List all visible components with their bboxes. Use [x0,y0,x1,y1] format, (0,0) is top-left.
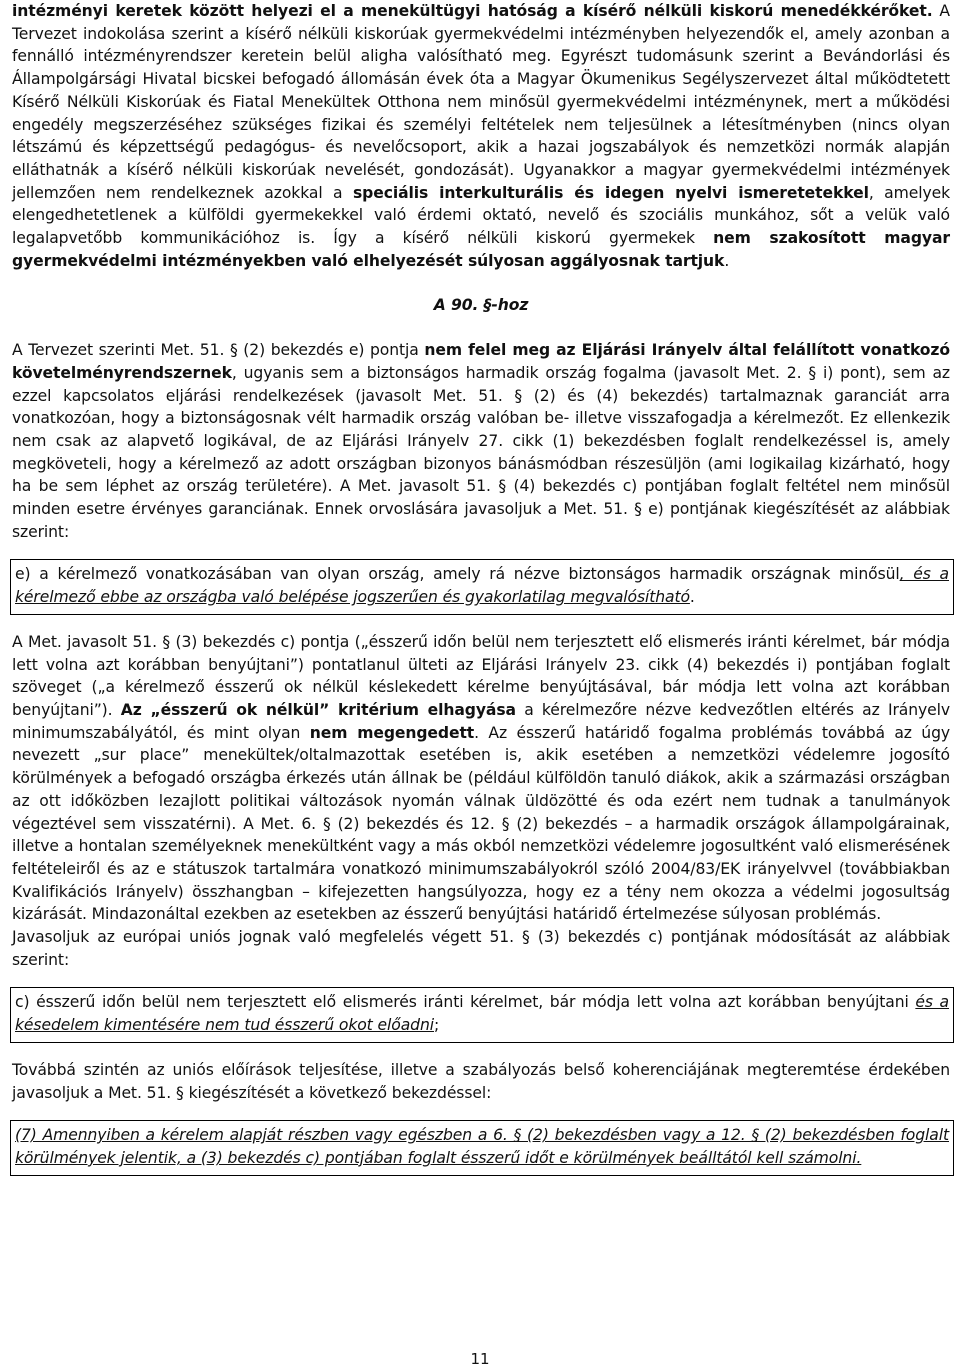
bold-text: nem felel meg az Eljárási Irányelv által felállított vonatkozó követelményrendszernek [12,341,950,382]
bold-text: intézményi keretek között helyezi el a menekültügyi hatóság a kísérő nélküli kiskorú menedékkérőket. [12,2,933,20]
text: c) ésszerű időn belül nem terjesztett elő elismerés iránti kérelmet, bár módja lett volna azt korábban benyújtani [15,993,916,1012]
text: . Az ésszerű határidő fogalma problémás továbbá az úgy nevezett „sur place” menekültek/oltalmazottak esetében is, akik esetében a nemzetközi védelemre jogosító körülmények a befogadó országba érkezés után állnak be (például külföldön tanuló diákok, akik a származási országban az ott időközben lezajlott politikai változások nyomán válnak üldözötté és oda ezért nem tudnak a tanulmányok végeztével sem visszatérni). A Met. 6. § (2) bekezdés és 12. § (2) bekezdés – a harmadik országok állampolgárainak, illetve a hontalan személyeknek menekültként vagy a más okból nemzetközi védelemre jogosultként való elismerésének feltételeiről és az e státuszok tartalmára vonatkozó minimumszabályokról szóló 2004/83/EK irányelvvel (továbbiakban Kvalifikációs Irányelv) összhangban – kifejezetten hangsúlyozza, hogy ez a tény nem okozza a védelmi jogosultság kizárását. Mindazonáltal ezekben az esetekben az ésszerű benyújtási határidő értelmezése súlyosan problémás. [12,723,950,924]
bold-text: speciális interkulturális és idegen nyelvi ismeretetekkel [352,183,869,202]
paragraph-reasonable-time [12,631,950,926]
spacer [12,317,950,339]
spacer [12,615,950,631]
paragraph-coherence: Továbbá szintén az uniós előírások teljesítése, illetve a szabályozás belső koherenciájának megteremtése érdekében javasoljuk a Met. 51. § kiegészítését a következő bekezdéssel: [12,1060,950,1102]
text: e) a kérelmező vonatkozásában van olyan ország, amely rá nézve biztonságos harmadik országnak minősül [15,565,900,584]
spacer [12,543,950,559]
spacer [12,971,950,987]
page-number: 11 [470,1350,490,1368]
text: . [689,588,695,607]
text: A Tervezet szerinti Met. 51. § (2) bekezdés e) pontja [12,341,425,360]
text: A Tervezet indokolása szerint a kísérő nélküli kiskorúak gyermekvédelmi intézményben helyezendők el, amely azonban a fennálló intézményrendszer keretein belül aligha valósítható meg. Egyrészt tudomásunk szerint a Bevándorlási és Állampolgársági Hivatal bicskei befogadó állomásán évek óta a Magyar Ökumenikus Segélyszervezet által működtetett Kísérő Nélküli Kiskorúak és Fiatal Menekültek Otthona nem minősül gyermekvédelmi intézménynek, mert a működési engedély megszerzéséhez szükséges fizikai és személyi feltételek nem teljesülnek a létesítményben (nincs olyan létszámú és képzettségű pedagógus- és nevelőcsoport, akik a hazai jogszabályok és nemzetközi normák alapján elláthatnák a kísérő nélküli kiskorúak nevelését, gondozását). Ugyanakkor a magyar gyermekvédelmi intézmények jellemzően nem rendelkeznek azokkal a [12,2,950,202]
bold-text: Az „ésszerű ok nélkül” kritérium elhagyása [120,700,516,719]
text: a kérelmezőre nézve kedvezőtlen eltérés az Irányelv minimumszabályától, és mint olyan [12,700,950,742]
underlined-text: , és a kérelmező ebbe az országba való belépése jogszerűen és gyakorlatilag megvalósítható [15,565,949,607]
spacer [12,1043,950,1059]
spacer [12,1104,950,1120]
paragraph-proposal-intro: Javasoljuk az európai uniós jognak való megfelelés végett 51. § (3) bekezdés c) pontjának módosítását az alábbiak szerint: [12,928,950,969]
text: , amelyek elengedhetetlenek a külföldi gyermekekkel való érdemi oktató, nevelő és szociális munkához, sőt a velük való legalapvetőbb kommunikációhoz is. Így a kísérő nélküli kiskorú gyermekek [12,183,951,248]
proposal-box-e [10,559,954,614]
paragraph-safe-third-country [12,339,950,543]
text: . [724,251,730,270]
text: A Met. javasolt 51. § (3) bekezdés c) pontja („ésszerű időn belül nem terjesztett elő elismerés iránti kérelmet, bár módja lett volna azt korábban benyújtani”) pontatlanul ülteti az Eljárási Irányelv 23. cikk (4) bekezdés i) pontjában foglalt szöveget („a kérelmező ésszerű ok nélkül késlekedett kérelme benyújtásával, bár módja lett volna azt korábban benyújtani”). [12,632,950,719]
text: , ugyanis sem a biztonságos harmadik ország fogalma (javasolt Met. 2. § i) pont), sem az ezzel kapcsolatos eljárási rendelkezések (javasolt Met. 51. § (2) és (4) bekezdés) tartalmaznak garanciát arra vonatkozóan, hogy a biztonságosnak vélt harmadik ország valóban be- illetve visszafogadja a kérelmezőt. Ez ellenkezik nem csak az alapvető logikával, de az Eljárási Irányelv 27. cikk (1) bekezdésben foglalt rendelkezéssel is, amely megköveteli, hogy a kérelmező az adott országban bizonyos bánásmódban részesüljön (ami logikailag kizárható, hogy ha be sem léphet az ország területére). A Met. javasolt 51. § (4) bekezdés c) pontjában foglalt feltétel nem minősül minden esetre érvényes garanciának. Ennek orvoslására javasoljuk a Met. 51. § e) pontjának kiegészítését az alábbiak szerint: [12,363,950,541]
underlined-text: (7) Amennyiben a kérelem alapját részben vagy egészben a 6. § (2) bekezdésben vagy a 12. § (2) bekezdésben foglalt körülmények jelentik, a (3) bekezdés c) pontjában foglalt ésszerű időt e körülmények beálltától kell számolni. [15,1126,949,1167]
proposal-box-c [10,987,954,1042]
proposal-box-7 [10,1120,954,1175]
bold-text: nem megengedett [309,723,475,742]
spacer [12,272,950,294]
paragraph-institutions [12,0,950,272]
document-page [12,0,950,1176]
text: ; [434,1016,440,1035]
underlined-text: és a késedelem kimentésére nem tud ésszerű okot előadni [15,993,949,1035]
bold-text: nem szakosított magyar gyermekvédelmi intézményekben való elhelyezését súlyosan aggályosnak tartjuk [12,229,950,270]
section-heading: A 90. §-hoz [433,296,529,315]
